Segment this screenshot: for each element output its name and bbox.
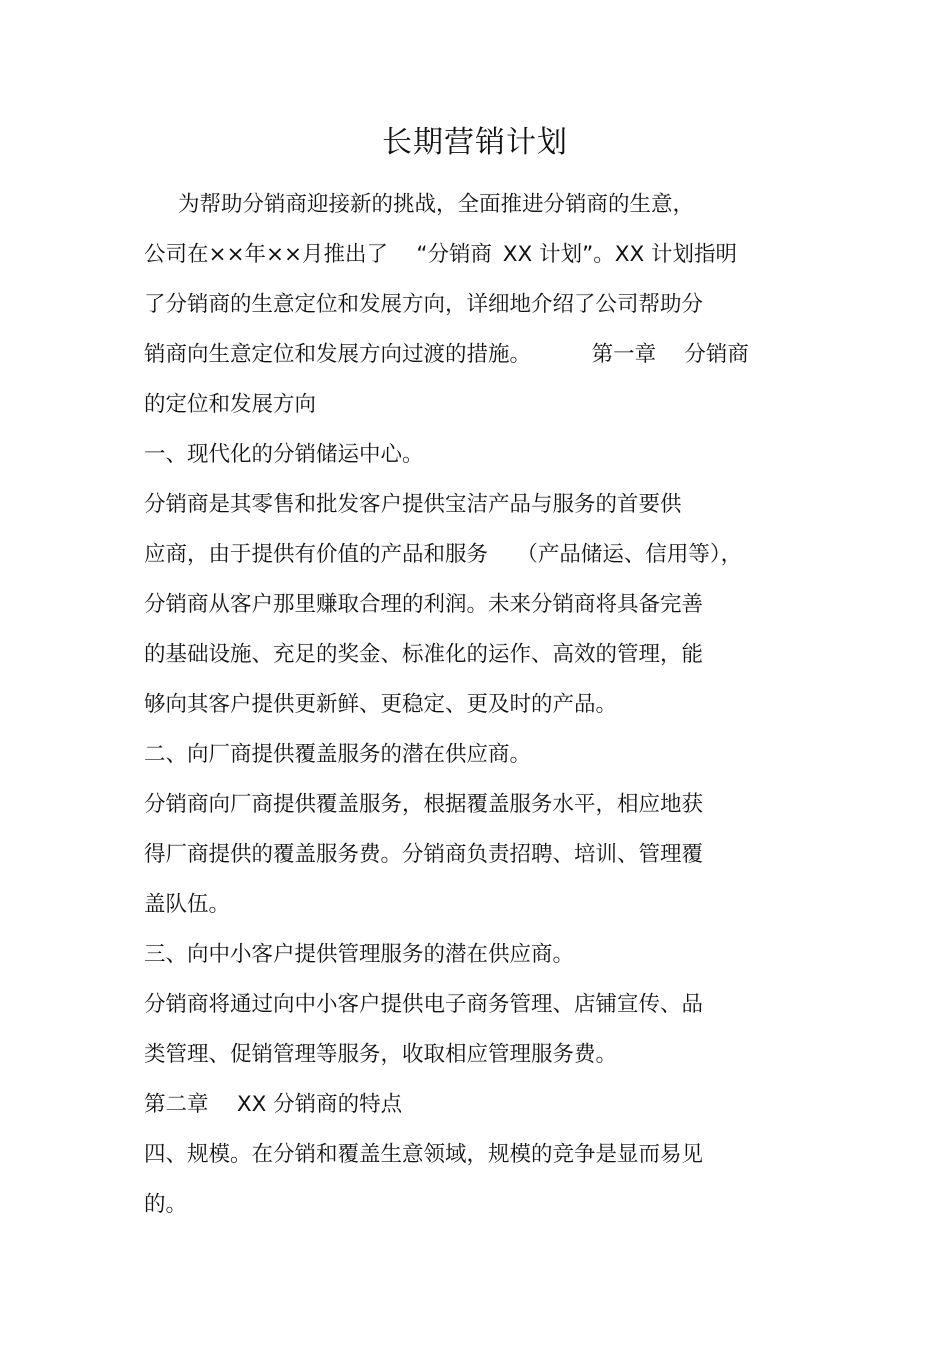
paragraph-line: 的。 [144,1192,188,1217]
paragraph-line: 得厂商提供的覆盖服务费。分销商负责招聘、培训、管理覆 [144,842,704,867]
paragraph-line: 为帮助分销商迎接新的挑战，全面推进分销商的生意， [178,192,695,217]
document-title: 长期营销计划 [382,125,568,160]
section-heading: 一、现代化的分销储运中心。 [144,442,424,467]
paragraph-line: 分销商从客户那里赚取合理的利润。未来分销商将具备完善 [144,592,704,617]
paragraph-line: 了分销商的生意定位和发展方向，详细地介绍了公司帮助分 [144,292,704,317]
paragraph-line: 的基础设施、充足的奖金、标准化的运作、高效的管理，能 [144,642,704,667]
paragraph-line: 分销商向厂商提供覆盖服务，根据覆盖服务水平，相应地获 [144,792,704,817]
paragraph-line: 销商向生意定位和发展方向过渡的措施。 第一章 分销商 [144,342,749,367]
paragraph-line: 类管理、促销管理等服务，收取相应管理服务费。 [144,1042,618,1067]
paragraph-line: 分销商是其零售和批发客户提供宝洁产品与服务的首要供 [144,492,682,517]
paragraph-line: 的定位和发展方向 [144,392,317,417]
paragraph-line: 公司在××年××月推出了 “分销商 XX 计划”。XX 计划指明 [144,242,738,267]
section-heading: 三、向中小客户提供管理服务的潜在供应商。 [144,942,575,967]
paragraph-line: 分销商将通过向中小客户提供电子商务管理、店铺宣传、品 [144,992,704,1017]
paragraph-line: 盖队伍。 [144,892,231,917]
section-heading: 二、向厂商提供覆盖服务的潜在供应商。 [144,742,532,767]
section-heading: 四、规模。在分销和覆盖生意领域，规模的竞争是显而易见 [144,1142,704,1167]
chapter-heading: 第二章 XX 分销商的特点 [144,1092,403,1117]
paragraph-line: 应商，由于提供有价值的产品和服务 （产品储运、信用等）， [144,542,743,567]
paragraph-line: 够向其客户提供更新鲜、更稳定、更及时的产品。 [144,692,618,717]
